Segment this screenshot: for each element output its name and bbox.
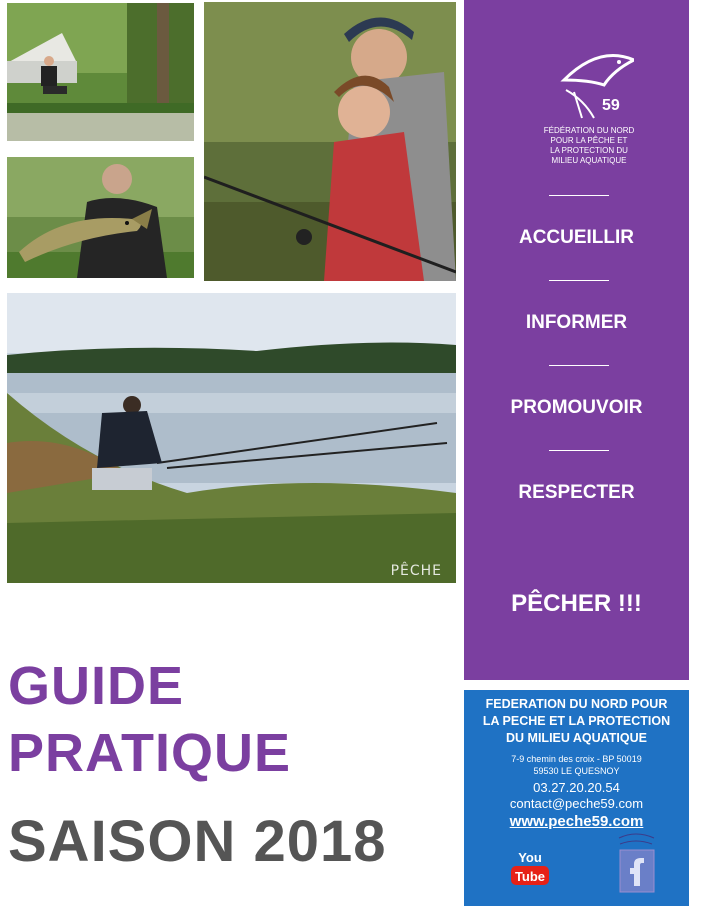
- contact-title-line: FEDERATION DU NORD POUR: [485, 697, 668, 711]
- contact-address: 7-9 chemin des croix - BP 50019: [511, 754, 642, 764]
- man-holding-fish-photo: [7, 157, 194, 278]
- facebook-icon[interactable]: [614, 830, 659, 895]
- logo-number: 59: [602, 97, 620, 114]
- website-link[interactable]: www.peche59.com: [509, 813, 644, 830]
- divider: [549, 195, 609, 196]
- contact-panel: [464, 690, 689, 906]
- title-saison: SAISON 2018: [8, 809, 387, 874]
- youtube-text-tube: Tube: [514, 869, 546, 884]
- youtube-icon[interactable]: [509, 847, 551, 887]
- contact-phone[interactable]: 03.27.20.20.54: [533, 780, 620, 795]
- contact-email[interactable]: contact@peche59.com: [509, 796, 644, 811]
- youtube-text-you: You: [518, 850, 542, 865]
- contact-title-line: LA PECHE ET LA PROTECTION: [482, 714, 671, 728]
- motto-promouvoir: PROMOUVOIR: [510, 397, 643, 418]
- title-guide: GUIDE: [8, 656, 185, 716]
- lake-angler-photo: [7, 293, 456, 583]
- motto-sidebar: [464, 0, 689, 680]
- divider: [549, 280, 609, 281]
- motto-pecher: PÊCHER !!!: [511, 590, 642, 617]
- title-pratique: PRATIQUE: [8, 723, 292, 783]
- fisherman-camping-photo: [7, 3, 194, 141]
- motto-informer: INFORMER: [525, 312, 628, 333]
- motto-respecter: RESPECTER: [518, 482, 635, 503]
- divider: [549, 365, 609, 366]
- father-son-fishing-photo: [204, 2, 456, 281]
- contact-city: 59530 LE QUESNOY: [533, 766, 620, 776]
- peche-watermark: PÊCHE: [390, 563, 442, 579]
- contact-title-line: DU MILIEU AQUATIQUE: [506, 731, 647, 745]
- motto-accueillir: ACCUEILLIR: [518, 227, 635, 248]
- federation-name: FÉDÉRATION DU NORD POUR LA PÊCHE ET LA PROTECTION DU MILIEU AQUATIQUE: [543, 126, 635, 165]
- fish-logo-icon: [554, 40, 634, 120]
- divider: [549, 450, 609, 451]
